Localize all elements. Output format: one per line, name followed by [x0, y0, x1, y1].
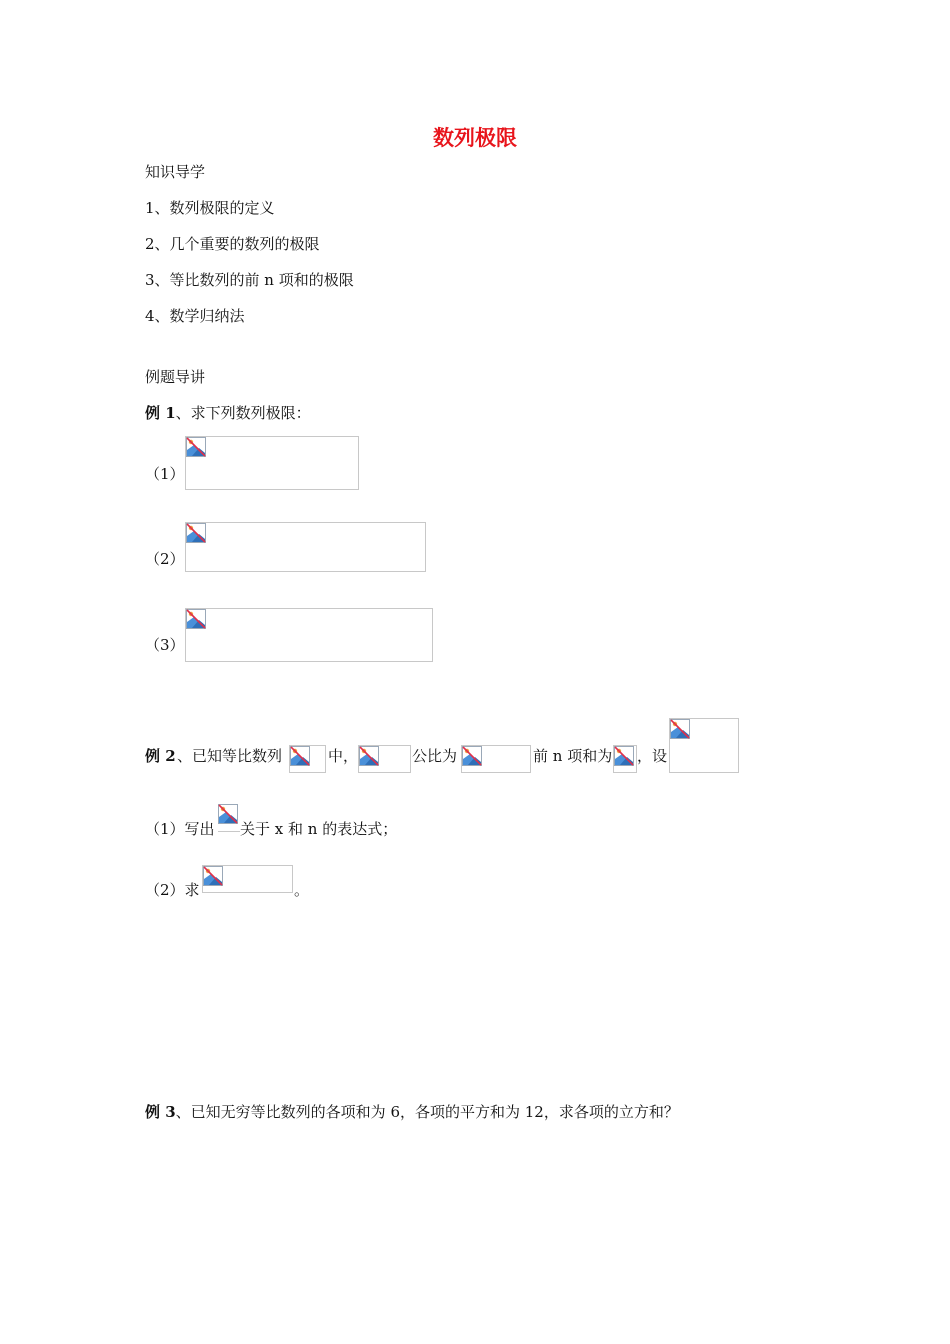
example-1-part-3-label: （3） [145, 636, 185, 654]
example-2-question-2-prefix: （2）求 [145, 881, 200, 899]
example-2-text-5: ，设 [637, 747, 668, 765]
broken-image-icon [203, 866, 223, 886]
broken-image-icon [218, 804, 238, 824]
example-3-line [145, 1102, 679, 1122]
guide-item-4: 4、数学归纳法 [145, 307, 245, 325]
formula-image-ratio [461, 745, 531, 773]
example-2-text-1: 、已知等比数列 [177, 747, 283, 765]
example-2-question-1-prefix: （1）写出 [145, 820, 215, 838]
broken-image-icon [186, 523, 206, 543]
example-1-label: 例 1 [145, 404, 176, 422]
broken-image-icon [186, 609, 206, 629]
example-3-label: 例 3 [145, 1103, 176, 1121]
example-1-part-2-label: （2） [145, 550, 185, 568]
example-1-text: 、求下列数列极限： [175, 404, 311, 422]
broken-image-icon [290, 746, 310, 766]
example-3-text: 、已知无穷等比数列的各项和为 6，各项的平方和为 12，求各项的立方和？ [175, 1103, 679, 1121]
formula-image-sequence [289, 745, 326, 773]
broken-image-icon [462, 746, 482, 766]
section-heading-guide: 知识导学 [145, 163, 206, 181]
broken-image-icon [359, 746, 379, 766]
broken-image-icon [186, 437, 206, 457]
section-heading-examples: 例题导讲 [145, 368, 206, 386]
example-2-text-3: 公比为 [412, 747, 458, 765]
formula-image-definition [669, 718, 739, 773]
example-1-line [145, 403, 311, 423]
example-2-text-4: 前 n 项和为 [533, 747, 613, 765]
example-2-question-2-suffix: 。 [294, 881, 310, 899]
formula-image-q1 [218, 804, 240, 832]
example-2-text-2: 中， [328, 747, 359, 765]
broken-image-icon [614, 746, 634, 766]
formula-image-3 [185, 608, 433, 662]
formula-image-1 [185, 436, 359, 490]
example-2-label: 例 2 [145, 747, 176, 765]
formula-image-q2 [202, 865, 293, 893]
page-title: 数列极限 [433, 126, 517, 150]
formula-image-first-term [358, 745, 411, 773]
formula-image-2 [185, 522, 426, 572]
example-1-part-1-label: （1） [145, 465, 185, 483]
formula-image-sum [613, 745, 637, 773]
guide-item-1: 1、数列极限的定义 [145, 199, 275, 217]
guide-item-3: 3、等比数列的前 n 项和的极限 [145, 271, 354, 289]
guide-item-2: 2、几个重要的数列的极限 [145, 235, 320, 253]
broken-image-icon [670, 719, 690, 739]
example-2-question-1-suffix: 关于 x 和 n 的表达式； [240, 820, 398, 838]
